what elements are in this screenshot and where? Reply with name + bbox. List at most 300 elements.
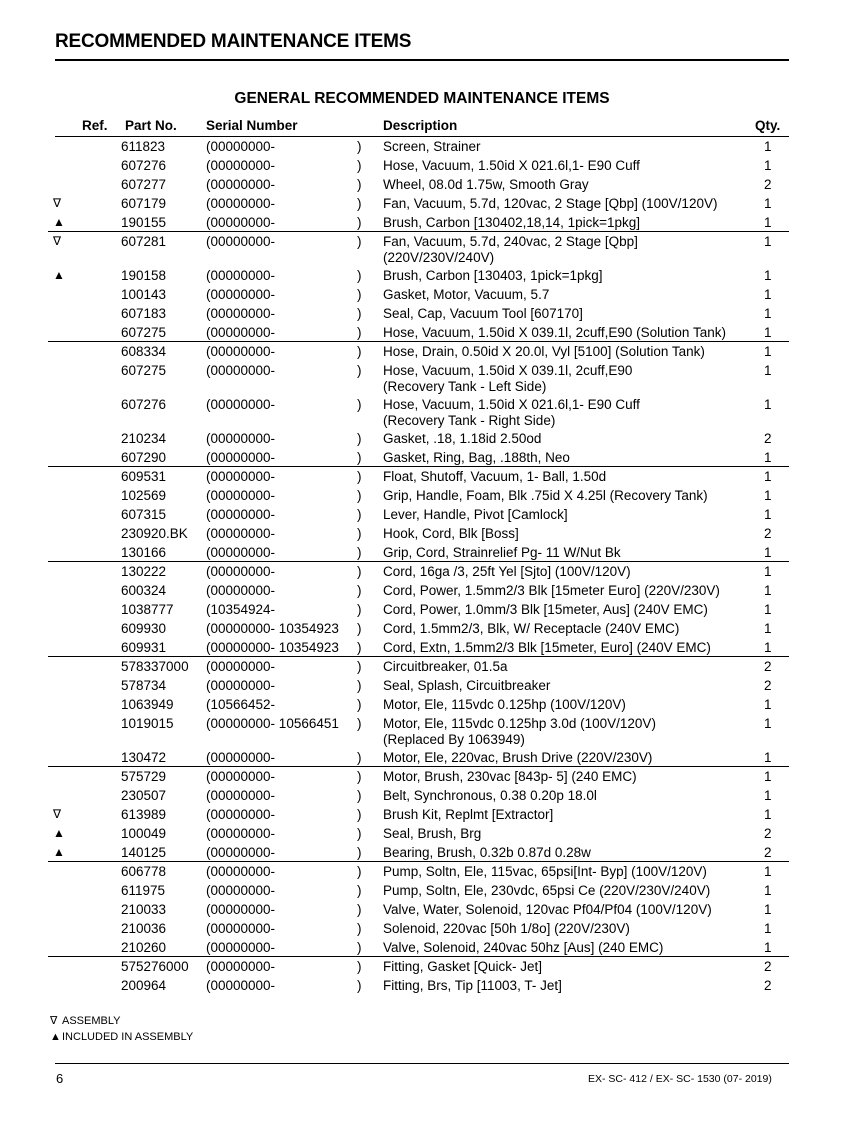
- table-row: [0, 767, 866, 786]
- description-line: Cord, 16ga /3, 25ft Yel [Sjto] (100V/120V): [383, 564, 631, 579]
- serial-number: (00000000-: [206, 902, 276, 917]
- serial-close-paren: ): [357, 883, 362, 898]
- serial-close-paren: ): [357, 921, 362, 936]
- quantity: 1: [764, 883, 772, 898]
- footer-rule: [55, 1063, 789, 1064]
- quantity: 1: [764, 306, 772, 321]
- serial-number: (00000000-: [206, 583, 276, 598]
- part-number: 607276: [121, 397, 167, 412]
- serial-number: (00000000- 10354923: [206, 621, 339, 636]
- part-number: 609930: [121, 621, 167, 636]
- serial-close-paren: ): [357, 583, 362, 598]
- description-line: Motor, Brush, 230vac [843p- 5] (240 EMC): [383, 769, 637, 784]
- table-row: [0, 505, 866, 524]
- description-line: Solenoid, 220vac [50h 1/8o] (220V/230V): [383, 921, 630, 936]
- part-number: 210234: [121, 431, 167, 446]
- part-number: 210033: [121, 902, 167, 917]
- legend-label: ASSEMBLY: [62, 1015, 121, 1027]
- header-serial-number: Serial Number: [206, 118, 298, 133]
- description: [383, 361, 632, 393]
- table-row: [0, 304, 866, 323]
- serial-number: (00000000-: [206, 845, 276, 860]
- description-line: Hose, Vacuum, 1.50id X 039.1l, 2cuff,E90: [383, 363, 633, 378]
- serial-number: (00000000-: [206, 864, 276, 879]
- quantity: 1: [764, 750, 772, 765]
- serial-close-paren: ): [357, 469, 362, 484]
- description: [383, 881, 710, 900]
- quantity: 2: [764, 177, 772, 192]
- serial-close-paren: ): [357, 902, 362, 917]
- legend-included: [50, 1031, 193, 1043]
- table-row: [0, 786, 866, 805]
- serial-number: (00000000-: [206, 139, 276, 154]
- description: [383, 448, 570, 467]
- header-ref: Ref.: [82, 118, 108, 133]
- table-row: [0, 213, 866, 232]
- quantity: 1: [764, 545, 772, 560]
- description: [383, 137, 481, 156]
- serial-close-paren: ): [357, 621, 362, 636]
- description: [383, 619, 679, 638]
- description: [383, 213, 640, 232]
- description: [383, 562, 631, 581]
- part-number: 575276000: [121, 959, 189, 974]
- description-line: Cord, Power, 1.5mm2/3 Blk [15meter Euro] (220V/230V): [383, 583, 720, 598]
- quantity: 2: [764, 431, 772, 446]
- quantity: 1: [764, 268, 772, 283]
- description-line: Gasket, Ring, Bag, .188th, Neo: [383, 450, 570, 465]
- description-line: Grip, Handle, Foam, Blk .75id X 4.25l (Recovery Tank): [383, 488, 708, 503]
- table-row: [0, 600, 866, 619]
- table-row: [0, 486, 866, 505]
- quantity: 1: [764, 807, 772, 822]
- quantity: 1: [764, 902, 772, 917]
- serial-close-paren: ): [357, 344, 362, 359]
- quantity: 2: [764, 978, 772, 993]
- table-row: [0, 562, 866, 581]
- description: [383, 467, 606, 486]
- part-number: 608334: [121, 344, 167, 359]
- serial-close-paren: ): [357, 450, 362, 465]
- part-number: 1038777: [121, 602, 174, 617]
- description: [383, 524, 519, 543]
- table-row: [0, 467, 866, 486]
- serial-number: (00000000-: [206, 564, 276, 579]
- legend-assembly: [50, 1014, 121, 1027]
- serial-number: (00000000-: [206, 769, 276, 784]
- quantity: 1: [764, 564, 772, 579]
- description-line: Wheel, 08.0d 1.75w, Smooth Gray: [383, 177, 589, 192]
- description-line: Fan, Vacuum, 5.7d, 240vac, 2 Stage [Qbp]: [383, 234, 638, 249]
- description-line: (Recovery Tank - Left Side): [383, 379, 547, 394]
- serial-number: (00000000-: [206, 177, 276, 192]
- description-line: Cord, Power, 1.0mm/3 Blk [15meter, Aus] (240V EMC): [383, 602, 708, 617]
- serial-close-paren: ): [357, 826, 362, 841]
- table-row: [0, 695, 866, 714]
- quantity: 1: [764, 469, 772, 484]
- serial-close-paren: ): [357, 177, 362, 192]
- serial-number: (00000000-: [206, 921, 276, 936]
- part-number: 190155: [121, 215, 167, 230]
- part-number: 606778: [121, 864, 167, 879]
- serial-close-paren: ): [357, 716, 362, 731]
- quantity: 1: [764, 583, 772, 598]
- section-title: GENERAL RECOMMENDED MAINTENANCE ITEMS: [234, 90, 610, 107]
- description: [383, 429, 541, 448]
- description-line: Hose, Vacuum, 1.50id X 021.6l,1- E90 Cuff: [383, 158, 640, 173]
- table-row: [0, 976, 866, 995]
- serial-number: (00000000-: [206, 959, 276, 974]
- part-number: 210260: [121, 940, 167, 955]
- table-row: [0, 957, 866, 976]
- serial-close-paren: ): [357, 864, 362, 879]
- part-number: 200964: [121, 978, 167, 993]
- part-number: 611823: [121, 139, 166, 154]
- header-qty: Qty.: [755, 118, 781, 133]
- quantity: 1: [764, 488, 772, 503]
- ref-symbol-icon: ▲: [53, 268, 65, 282]
- description: [383, 824, 481, 843]
- quantity: 1: [764, 215, 772, 230]
- ref-symbol-icon: ▲: [53, 215, 65, 229]
- description-line: (Replaced By 1063949): [383, 732, 525, 747]
- part-number: 607290: [121, 450, 167, 465]
- quantity: 1: [764, 196, 772, 211]
- description-line: Valve, Solenoid, 240vac 50hz [Aus] (240 EMC): [383, 940, 664, 955]
- quantity: 1: [764, 621, 772, 636]
- title-rule: [55, 59, 789, 61]
- table-row: [0, 657, 866, 676]
- part-number: 600324: [121, 583, 167, 598]
- quantity: 1: [764, 325, 772, 340]
- serial-number: (00000000-: [206, 659, 276, 674]
- quantity: 1: [764, 139, 772, 154]
- description: [383, 175, 589, 194]
- table-row: [0, 862, 866, 881]
- part-number: 140125: [121, 845, 167, 860]
- description: [383, 767, 637, 786]
- serial-number: (00000000-: [206, 526, 276, 541]
- description-line: Motor, Ele, 220vac, Brush Drive (220V/230V): [383, 750, 653, 765]
- serial-close-paren: ): [357, 234, 362, 249]
- quantity: 1: [764, 769, 772, 784]
- serial-number: (00000000-: [206, 507, 276, 522]
- part-number: 607179: [121, 196, 167, 211]
- description: [383, 786, 597, 805]
- table-row: [0, 881, 866, 900]
- description: [383, 486, 708, 505]
- quantity: 1: [764, 450, 772, 465]
- serial-close-paren: ): [357, 363, 362, 378]
- serial-close-paren: ): [357, 697, 362, 712]
- serial-number: (00000000-: [206, 325, 276, 340]
- serial-number: (00000000-: [206, 488, 276, 503]
- description-line: Cord, 1.5mm2/3, Blk, W/ Receptacle (240V EMC): [383, 621, 680, 636]
- description-line: Pump, Soltn, Ele, 230vdc, 65psi Ce (220V/230V/240V): [383, 883, 711, 898]
- ref-symbol-icon: ∇: [53, 807, 62, 821]
- description: [383, 194, 717, 213]
- description-line: (Recovery Tank - Right Side): [383, 413, 556, 428]
- legend-label: INCLUDED IN ASSEMBLY: [62, 1031, 194, 1043]
- description-line: Gasket, .18, 1.18id 2.50od: [383, 431, 542, 446]
- quantity: 1: [764, 344, 772, 359]
- quantity: 2: [764, 959, 772, 974]
- part-number: 130166: [121, 545, 167, 560]
- description-line: Screen, Strainer: [383, 139, 481, 154]
- description: [383, 600, 708, 619]
- description-line: Brush, Carbon [130403, 1pick=1pkg]: [383, 268, 603, 283]
- description: [383, 156, 640, 175]
- description-line: Bearing, Brush, 0.32b 0.87d 0.28w: [383, 845, 591, 860]
- description-line: Hose, Vacuum, 1.50id X 021.6l,1- E90 Cuff: [383, 397, 640, 412]
- serial-number: (00000000-: [206, 883, 276, 898]
- quantity: 1: [764, 397, 772, 412]
- header-part-no: Part No.: [125, 118, 177, 133]
- part-number: 1019015: [121, 716, 174, 731]
- serial-close-paren: ): [357, 196, 362, 211]
- parts-table: [0, 137, 866, 995]
- serial-close-paren: ): [357, 158, 362, 173]
- part-number: 578337000: [121, 659, 189, 674]
- description-line: Hose, Drain, 0.50id X 20.0l, Vyl [5100] (Solution Tank): [383, 344, 705, 359]
- serial-close-paren: ): [357, 325, 362, 340]
- serial-close-paren: ): [357, 526, 362, 541]
- table-row: [0, 638, 866, 657]
- serial-close-paren: ): [357, 488, 362, 503]
- serial-close-paren: ): [357, 564, 362, 579]
- quantity: 1: [764, 788, 772, 803]
- description: [383, 976, 562, 995]
- part-number: 190158: [121, 268, 167, 283]
- table-row: [0, 448, 866, 467]
- table-row: [0, 843, 866, 862]
- part-number: 102569: [121, 488, 167, 503]
- description-line: Circuitbreaker, 01.5a: [383, 659, 508, 674]
- quantity: 1: [764, 602, 772, 617]
- table-row: [0, 429, 866, 448]
- table-row: [0, 805, 866, 824]
- quantity: 2: [764, 659, 772, 674]
- quantity: 1: [764, 864, 772, 879]
- part-number: 575729: [121, 769, 167, 784]
- description: [383, 676, 550, 695]
- serial-close-paren: ): [357, 807, 362, 822]
- description-line: Cord, Extn, 1.5mm2/3 Blk [15meter, Euro] (240V EMC): [383, 640, 711, 655]
- quantity: 1: [764, 716, 772, 731]
- description-line: Valve, Water, Solenoid, 120vac Pf04/Pf04 (100V/120V): [383, 902, 712, 917]
- table-row: [0, 581, 866, 600]
- description: [383, 938, 663, 957]
- description: [383, 862, 707, 881]
- serial-close-paren: ): [357, 940, 362, 955]
- serial-close-paren: ): [357, 788, 362, 803]
- description-line: Pump, Soltn, Ele, 115vac, 65psi[Int- Byp] (100V/120V): [383, 864, 707, 879]
- quantity: 1: [764, 940, 772, 955]
- serial-close-paren: ): [357, 978, 362, 993]
- description: [383, 657, 508, 676]
- table-row: [0, 543, 866, 562]
- table-row: [0, 361, 866, 395]
- part-number: 607275: [121, 325, 167, 340]
- serial-close-paren: ): [357, 678, 362, 693]
- serial-number: (00000000-: [206, 287, 276, 302]
- part-number: 609931: [121, 640, 167, 655]
- serial-number: (00000000-: [206, 545, 276, 560]
- description: [383, 900, 712, 919]
- part-number: 100049: [121, 826, 167, 841]
- description: [383, 638, 711, 657]
- serial-close-paren: ): [357, 659, 362, 674]
- table-row: [0, 285, 866, 304]
- description-line: Fitting, Gasket [Quick- Jet]: [383, 959, 543, 974]
- serial-number: (10566452-: [206, 697, 276, 712]
- part-number: 130222: [121, 564, 167, 579]
- serial-number: (10354924-: [206, 602, 276, 617]
- table-row: [0, 619, 866, 638]
- description-line: Motor, Ele, 115vdc 0.125hp (100V/120V): [383, 697, 626, 712]
- description-line: Lever, Handle, Pivot [Camlock]: [383, 507, 568, 522]
- part-number: 230920.BK: [121, 526, 188, 541]
- serial-number: (00000000-: [206, 397, 276, 412]
- table-row: [0, 395, 866, 429]
- serial-number: (00000000-: [206, 750, 276, 765]
- ref-symbol-icon: ▲: [53, 826, 65, 840]
- quantity: 1: [764, 158, 772, 173]
- table-row: [0, 232, 866, 266]
- serial-close-paren: ): [357, 268, 362, 283]
- quantity: 1: [764, 507, 772, 522]
- table-row: [0, 137, 866, 156]
- description: [383, 505, 568, 524]
- quantity: 1: [764, 640, 772, 655]
- serial-number: (00000000-: [206, 678, 276, 693]
- serial-number: (00000000-: [206, 826, 276, 841]
- description: [383, 304, 583, 323]
- quantity: 2: [764, 845, 772, 860]
- table-row: [0, 524, 866, 543]
- description: [383, 957, 542, 976]
- description: [383, 695, 626, 714]
- ref-symbol-icon: ∇: [53, 234, 62, 248]
- quantity: 1: [764, 363, 772, 378]
- quantity: 1: [764, 287, 772, 302]
- description: [383, 266, 603, 285]
- serial-close-paren: ): [357, 215, 362, 230]
- quantity: 1: [764, 234, 772, 249]
- part-number: 607183: [121, 306, 167, 321]
- quantity: 2: [764, 526, 772, 541]
- description: [383, 748, 652, 767]
- serial-number: (00000000- 10354923: [206, 640, 339, 655]
- serial-close-paren: ): [357, 431, 362, 446]
- part-number: 607281: [121, 234, 167, 249]
- description: [383, 805, 553, 824]
- table-row: [0, 938, 866, 957]
- serial-close-paren: ): [357, 545, 362, 560]
- quantity: 1: [764, 921, 772, 936]
- description-line: Fitting, Brs, Tip [11003, T- Jet]: [383, 978, 562, 993]
- description-line: Brush, Carbon [130402,18,14, 1pick=1pkg]: [383, 215, 641, 230]
- table-row: [0, 900, 866, 919]
- serial-number: (00000000-: [206, 807, 276, 822]
- serial-number: (00000000-: [206, 469, 276, 484]
- serial-number: (00000000-: [206, 788, 276, 803]
- description-line: Brush Kit, Replmt [Extractor]: [383, 807, 554, 822]
- description: [383, 323, 726, 342]
- serial-close-paren: ): [357, 959, 362, 974]
- serial-close-paren: ): [357, 397, 362, 412]
- table-row: [0, 194, 866, 213]
- table-row: [0, 748, 866, 767]
- description: [383, 543, 621, 562]
- serial-number: (00000000-: [206, 978, 276, 993]
- serial-number: (00000000- 10566451: [206, 716, 339, 731]
- ref-symbol-icon: ▲: [53, 845, 65, 859]
- serial-close-paren: ): [357, 845, 362, 860]
- serial-number: (00000000-: [206, 363, 276, 378]
- description-line: Hose, Vacuum, 1.50id X 039.1l, 2cuff,E90 (Solution Tank): [383, 325, 726, 340]
- description-line: Hook, Cord, Blk [Boss]: [383, 526, 519, 541]
- description-line: Seal, Cap, Vacuum Tool [607170]: [383, 306, 583, 321]
- serial-number: (00000000-: [206, 234, 276, 249]
- quantity: 1: [764, 697, 772, 712]
- description-line: Seal, Splash, Circuitbreaker: [383, 678, 551, 693]
- table-row: [0, 266, 866, 285]
- ref-symbol-icon: ∇: [53, 196, 62, 210]
- serial-number: (00000000-: [206, 940, 276, 955]
- table-row: [0, 156, 866, 175]
- description: [383, 342, 705, 361]
- description: [383, 232, 638, 264]
- part-number: 607276: [121, 158, 167, 173]
- description: [383, 843, 591, 862]
- page-number: 6: [56, 1071, 64, 1086]
- description-line: Belt, Synchronous, 0.38 0.20p 18.0l: [383, 788, 597, 803]
- part-number: 607277: [121, 177, 167, 192]
- table-row: [0, 342, 866, 361]
- description: [383, 581, 720, 600]
- part-number: 607315: [121, 507, 167, 522]
- serial-number: (00000000-: [206, 158, 276, 173]
- table-row: [0, 175, 866, 194]
- serial-number: (00000000-: [206, 450, 276, 465]
- table-row: [0, 714, 866, 748]
- part-number: 210036: [121, 921, 167, 936]
- description-line: Seal, Brush, Brg: [383, 826, 482, 841]
- description: [383, 285, 549, 304]
- part-number: 130472: [121, 750, 167, 765]
- serial-close-paren: ): [357, 640, 362, 655]
- serial-close-paren: ): [357, 750, 362, 765]
- serial-number: (00000000-: [206, 215, 276, 230]
- description-line: (220V/230V/240V): [383, 250, 495, 265]
- table-row: [0, 919, 866, 938]
- document-code: EX- SC- 412 / EX- SC- 1530 (07- 2019): [588, 1073, 772, 1085]
- table-row: [0, 323, 866, 342]
- serial-number: (00000000-: [206, 268, 276, 283]
- description-line: Grip, Cord, Strainrelief Pg- 11 W/Nut Bk: [383, 545, 621, 560]
- serial-close-paren: ): [357, 306, 362, 321]
- description-line: Motor, Ele, 115vdc 0.125hp 3.0d (100V/120V): [383, 716, 656, 731]
- quantity: 2: [764, 678, 772, 693]
- description: [383, 395, 640, 427]
- serial-close-paren: ): [357, 769, 362, 784]
- description: [383, 714, 656, 746]
- quantity: 2: [764, 826, 772, 841]
- assembly-symbol-icon: ∇: [50, 1015, 58, 1027]
- part-number: 1063949: [121, 697, 174, 712]
- included-symbol-icon: ▲: [50, 1031, 61, 1043]
